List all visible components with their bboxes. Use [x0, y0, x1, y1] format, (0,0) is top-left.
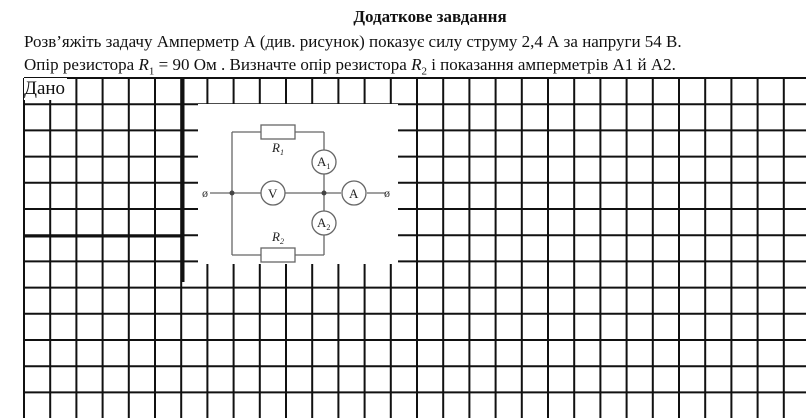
- ammeter-1-label: [317, 154, 330, 171]
- ammeter-2-sub: 2: [326, 223, 331, 232]
- ammeter-2-letter: A: [317, 215, 327, 230]
- junction-left: [230, 191, 235, 196]
- resistor-r1: [261, 125, 295, 139]
- r1-label-letter: R: [272, 140, 280, 155]
- ammeter-1-sub: 1: [326, 162, 331, 171]
- r2-subscript: 2: [421, 65, 427, 78]
- terminal-left: ø: [202, 186, 208, 200]
- r1-symbol: R: [138, 55, 149, 74]
- task-text-middle: = 90 Ом . Визначте опір резистора: [154, 55, 412, 74]
- page-title: Додаткове завдання: [353, 7, 507, 26]
- terminal-right: ø: [384, 186, 390, 200]
- r1-subscript: 1: [148, 65, 155, 78]
- voltmeter-label: V: [268, 186, 278, 201]
- junction-right: [322, 191, 327, 196]
- task-text-prefix: Опір резистора: [24, 55, 139, 74]
- resistor-r2: [261, 248, 295, 262]
- ammeter-2-label: [317, 215, 330, 232]
- r2-symbol: R: [411, 55, 422, 74]
- ammeter-1-letter: A: [317, 154, 327, 169]
- task-text-line-2: [24, 55, 676, 77]
- ammeter-main-label: A: [349, 186, 359, 201]
- circuit-diagram: [198, 104, 398, 264]
- given-label: Дано: [24, 78, 66, 99]
- r2-label-letter: R: [272, 229, 280, 244]
- task-text-suffix: і показання амперметрів А1 й А2.: [426, 55, 676, 74]
- r2-label: [271, 229, 284, 246]
- r2-label-sub: 2: [279, 237, 284, 246]
- r1-label-sub: 1: [279, 148, 284, 157]
- circuit-figure: [198, 104, 398, 264]
- r1-label: [271, 140, 284, 157]
- task-text-line-1: Розв’яжіть задачу Амперметр А (див. рисунок) показує силу струму 2,4 А за напруги 54 В.: [24, 32, 682, 51]
